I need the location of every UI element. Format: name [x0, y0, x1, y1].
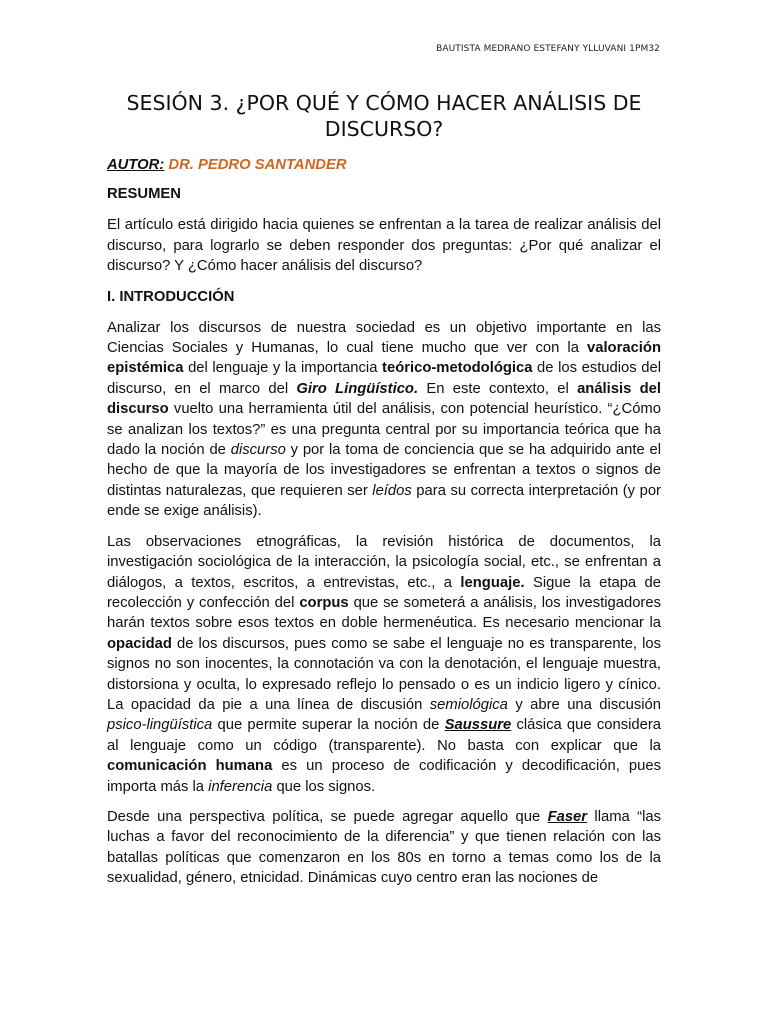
underlined-author-term: Saussure	[444, 717, 512, 734]
italic-term: discurso	[230, 442, 286, 459]
underlined-author-term: Faser	[547, 808, 588, 825]
text-run: Las observaciones etnográficas, la revisión histórica de documentos, la investigación sociológica de la interacción, la psicología social, etc., se enfrentan a diálogos, a textos, escritos, a entrevistas, etc., a	[107, 533, 661, 591]
text-run: del lenguaje y la importancia	[183, 360, 383, 377]
bold-term: opacidad	[107, 635, 172, 652]
intro-paragraph-2	[107, 532, 661, 797]
text-run: y por la toma de conciencia que se ha adquirido ante el hecho de que la mayoría de los investigadores se enfrentan a textos o signos de distintas naturalezas, que requieren ser	[107, 442, 661, 499]
text-run: de los discursos, pues como se sabe el lenguaje no es transparente, los signos no son inocentes, la connotación va con la denotación, el lenguaje muestra, distorsiona y oculta, lo expresado reflejo lo pensado o es un indicio ligero y cínico. La opacidad da pie a una línea de discusión	[107, 635, 661, 713]
bold-term: corpus	[299, 594, 349, 611]
intro-paragraph-3	[107, 807, 661, 889]
bold-term: lenguaje.	[460, 574, 525, 591]
italic-term: inferencia	[208, 778, 273, 795]
bold-term: teórico-metodológica	[382, 360, 533, 377]
document-title: SESIÓN 3. ¿POR QUÉ Y CÓMO HACER ANÁLISIS DE DISCURSO?	[126, 91, 642, 141]
bold-term: valoración epistémica	[107, 340, 661, 377]
bold-term: análisis del discurso	[107, 380, 661, 418]
bold-italic-term: Giro Lingüístico.	[296, 380, 419, 397]
text-run: clásica que considera al lenguaje como un código (transparente). No basta con explicar que la	[107, 717, 661, 754]
text-run: para su correcta interpretación (y por ende se exige análisis).	[107, 482, 661, 520]
document-body	[107, 155, 661, 899]
author-line	[107, 155, 661, 175]
text-run: que se someterá a análisis, los investigadores harán textos sobre esos textos en doble hermenéutica. Es necesario mencionar la	[107, 594, 661, 632]
author-name: DR. PEDRO SANTANDER	[168, 157, 347, 173]
text-run: vuelto una herramienta útil del análisis, con potencial heurístico. “¿Cómo se analizan los textos?” es una pregunta central por su importancia teórica que ha dado la noción de	[107, 401, 661, 459]
text-run: Analizar los discursos de nuestra sociedad es un objetivo importante en las Ciencias Sociales y Humanas, lo cual tiene mucho que ver con la	[107, 319, 661, 357]
page-header-student-name: BAUTISTA MEDRANO ESTEFANY YLLUVANI 1PM32	[436, 44, 660, 54]
intro-paragraph-1	[107, 318, 661, 522]
text-run: Desde una perspectiva política, se puede agregar aquello que	[107, 808, 548, 825]
text-run: En este contexto, el	[418, 380, 578, 397]
text-run: de los estudios del discurso, en el marco del	[107, 360, 661, 397]
text-run: que permite superar la noción de	[212, 717, 445, 734]
resumen-paragraph: El artículo está dirigido hacia quienes se enfrentan a la tarea de realizar análisis del discurso, para lograrlo se deben responder dos preguntas: ¿Por qué analizar el discurso? Y ¿Cómo hacer análisis del discurso?	[107, 217, 661, 275]
bold-term: comunicación humana	[107, 758, 273, 775]
italic-term: semiológica	[429, 696, 508, 713]
italic-term: psico-lingüística	[107, 717, 213, 734]
italic-term: leídos	[372, 482, 412, 499]
text-run: llama “las luchas a favor del reconocimiento de la diferencia” y que tienen relación con las batallas políticas que comenzaron en los 80s en torno a temas como los de la sexualidad, género, etnicidad. Dinámicas cuyo centro eran las nociones de	[107, 808, 661, 887]
text-run: Sigue la etapa de recolección y confección del	[107, 574, 662, 611]
author-label: AUTOR:	[107, 157, 165, 173]
resumen-heading: RESUMEN	[107, 186, 181, 203]
text-run: es un proceso de codificación y decodificación, pues importa más la	[107, 758, 661, 795]
introduccion-heading: I. INTRODUCCIÓN	[107, 288, 235, 305]
text-run: y abre una discusión	[507, 696, 661, 713]
text-run: que los signos.	[272, 778, 376, 795]
